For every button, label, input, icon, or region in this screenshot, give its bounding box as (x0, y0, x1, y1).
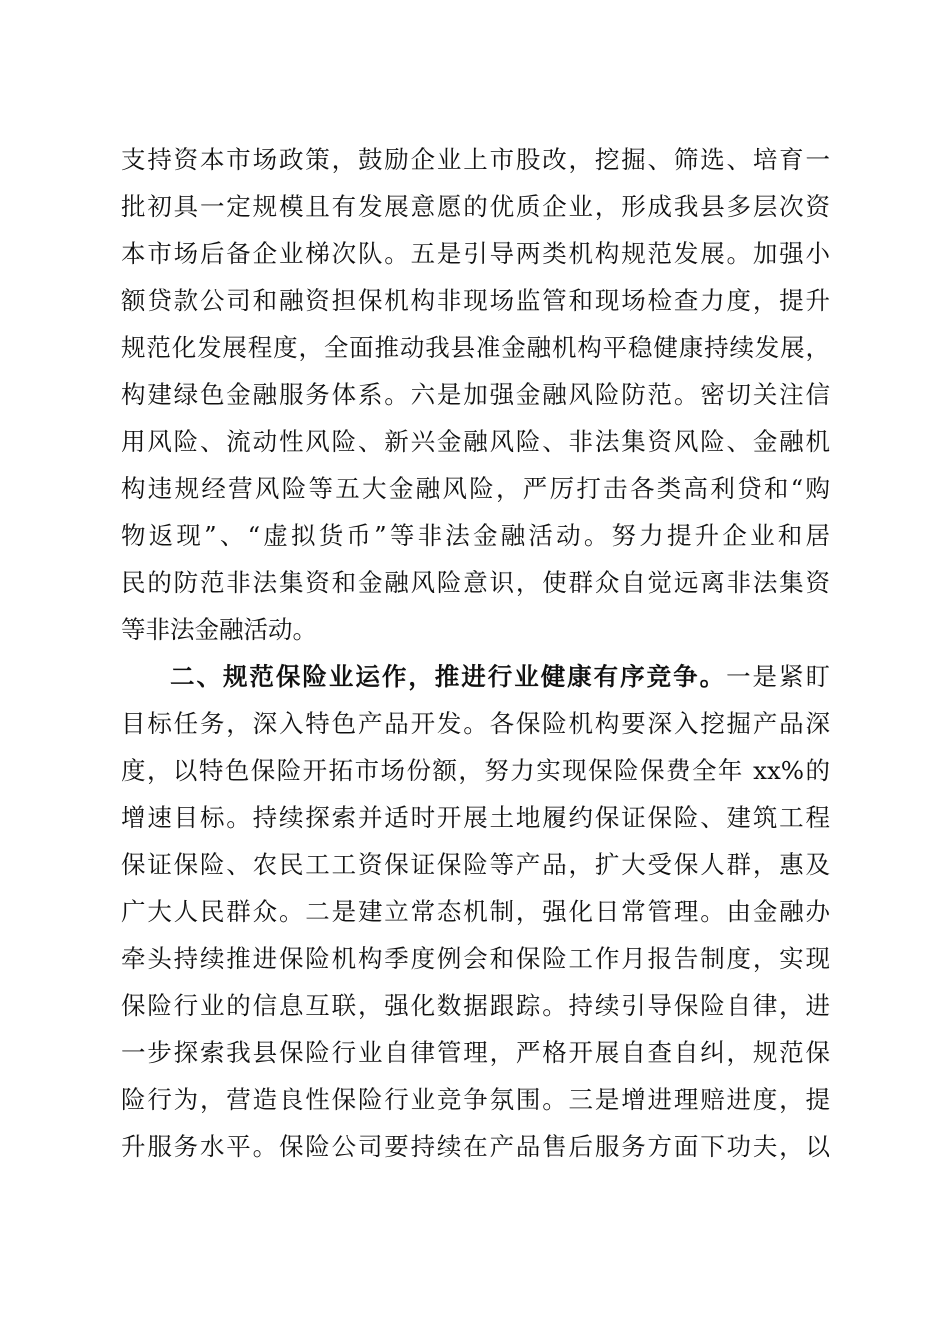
text-line: 批初具一定规模且有发展意愿的优质企业，形成我县多层次资 (121, 192, 830, 221)
text-line: 用风险、流动性风险、新兴金融风险、非法集资风险、金融机 (121, 427, 830, 456)
text-line: 广大人民群众。二是建立常态机制，强化日常管理。由金融办 (121, 897, 830, 926)
section-first-line (121, 653, 830, 700)
section-heading: 二、规范保险业运作，推进行业健康有序竞争。 (170, 662, 727, 691)
text-line: 牵头持续推进保险机构季度例会和保险工作月报告制度，实现 (121, 944, 830, 973)
text-line: 升服务水平。保险公司要持续在产品售后服务方面下功夫，以 (121, 1132, 830, 1161)
text-line: 本市场后备企业梯次队。五是引导两类机构规范发展。加强小 (121, 239, 830, 268)
text-line: 构建绿色金融服务体系。六是加强金融风险防范。密切关注信 (121, 380, 830, 409)
text-line: 保证保险、农民工工资保证保险等产品，扩大受保人群，惠及 (121, 850, 830, 879)
text-line: 民的防范非法集资和金融风险意识，使群众自觉远离非法集资 (121, 568, 830, 597)
text-line: 增速目标。持续探索并适时开展土地履约保证保险、建筑工程 (121, 803, 830, 832)
text-line: 构违规经营风险等五大金融风险，严厉打击各类高利贷和“购 (121, 474, 830, 503)
section-first-line-rest: 一是紧盯 (726, 662, 830, 691)
text-line: 保险行业的信息互联，强化数据跟踪。持续引导保险自律，进 (121, 991, 830, 1020)
text-line: 物返现”、“虚拟货币”等非法金融活动。努力提升企业和居 (121, 521, 830, 550)
text-line: 目标任务，深入特色产品开发。各保险机构要深入挖掘产品深 (121, 709, 830, 738)
body-text (121, 136, 830, 1170)
text-line: 度，以特色保险开拓市场份额，努力实现保险保费全年 xx%的 (121, 756, 830, 785)
text-line: 等非法金融活动。 (121, 615, 317, 644)
text-line: 额贷款公司和融资担保机构非现场监管和现场检查力度，提升 (121, 286, 830, 315)
text-line: 一步探索我县保险行业自律管理，严格开展自查自纠，规范保 (121, 1038, 830, 1067)
text-line: 规范化发展程度，全面推动我县准金融机构平稳健康持续发展， (121, 333, 830, 362)
text-line: 险行为，营造良性保险行业竞争氛围。三是增进理赔进度，提 (121, 1085, 830, 1114)
text-line: 支持资本市场政策，鼓励企业上市股改，挖掘、筛选、培育一 (121, 145, 830, 174)
